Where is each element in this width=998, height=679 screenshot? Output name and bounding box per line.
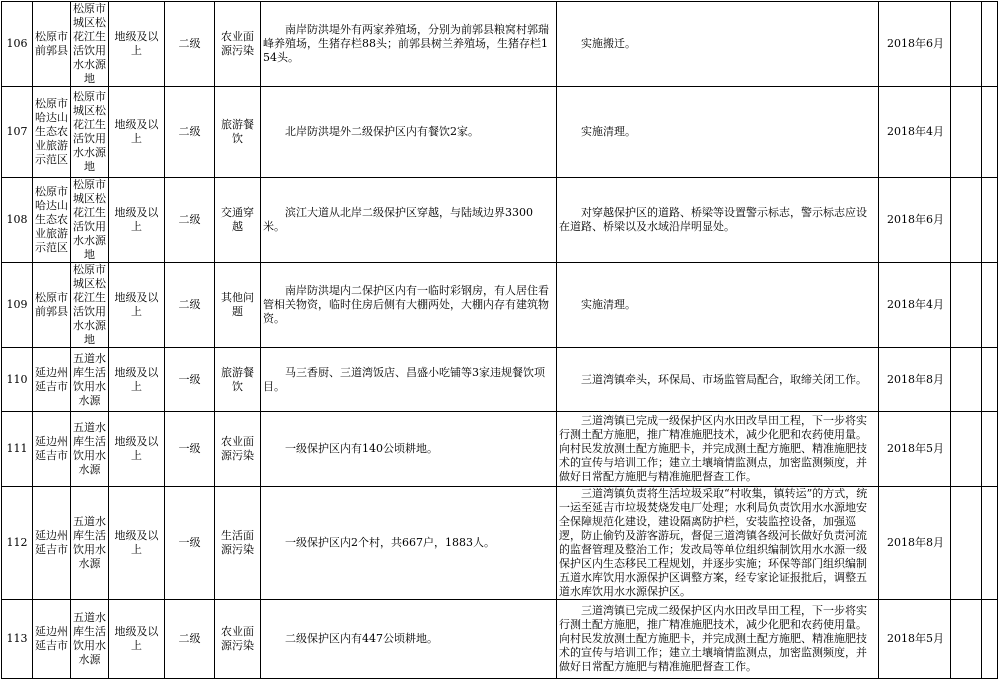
deadline: 2018年8月 — [879, 487, 951, 600]
problem-description: 南岸防洪堤内二保护区内有一临时彩钢房，有人居住看管相关物资，临时住房后侧有大棚两处，大棚内存有建筑物资。 — [261, 263, 557, 348]
problem-description: 南岸防洪堤外有两家养殖场，分别为前郭县粮窝村郭瑞峰养殖场，生猪存栏88头；前郭县树兰养殖场，生猪存栏154头。 — [261, 2, 557, 87]
rectification-measure: 实施搬迁。 — [557, 2, 879, 87]
problem-type: 旅游餐饮 — [215, 348, 261, 412]
problem-type: 旅游餐饮 — [215, 87, 261, 178]
empty-cell — [951, 87, 982, 178]
empty-cell — [951, 178, 982, 263]
source-level: 地级及以上 — [109, 87, 165, 178]
protection-zone: 二级 — [165, 263, 215, 348]
problem-description: 一级保护区内2个村，共667户，1883人。 — [261, 487, 557, 600]
source-level: 地级及以上 — [109, 600, 165, 679]
water-source: 松原市城区松花江生活饮用水水源地 — [71, 178, 109, 263]
water-source: 五道水库生活饮用水水源 — [71, 600, 109, 679]
deadline: 2018年5月 — [879, 600, 951, 679]
rectification-table — [1, 1, 998, 679]
deadline: 2018年4月 — [879, 263, 951, 348]
rectification-measure: 三道湾镇已完成一级保护区内水田改旱田工程，下一步将实行测土配方施肥，推广精准施肥技术，减少化肥和农药使用量。向村民发放测土配方施肥卡，并完成测土配方施肥、精准施肥技术的宣传与培训工作；建立土壤墒情监测点，加密监测频度，并做好日常配方施肥与精准施肥督查工作。 — [557, 412, 879, 487]
rectification-measure: 对穿越保护区的道路、桥梁等设置警示标志，警示标志应设在道路、桥梁以及水域沿岸明显处。 — [557, 178, 879, 263]
source-level: 地级及以上 — [109, 178, 165, 263]
problem-description: 一级保护区内有140公顷耕地。 — [261, 412, 557, 487]
protection-zone: 二级 — [165, 178, 215, 263]
water-source: 松原市城区松花江生活饮用水水源地 — [71, 263, 109, 348]
rectification-measure: 三道湾镇负责将生活垃圾采取“村收集，镇转运”的方式，统一运至延吉市垃圾焚烧发电厂处理；水利局负责饮用水水源地安全保障规范化建设，建设隔离防护栏，安装监控设备，加强巡逻，防止偷钓及游客游玩，督促三道湾镇各级河长做好负责河流的监督管理及整治工作；发改局等单位组织编制饮用水水源一级保护区内生态移民工程规划，并逐步实施；环保等部门组织编制五道水库饮用水源保护区调整方案，经专家论证报批后，调整五道水库饮用水水源保护区。 — [557, 487, 879, 600]
city-county: 松原市哈达山生态农业旅游示范区 — [33, 87, 71, 178]
empty-cell — [982, 487, 998, 600]
row-number: 108 — [2, 178, 33, 263]
empty-cell — [951, 2, 982, 87]
row-number: 111 — [2, 412, 33, 487]
protection-zone: 一级 — [165, 412, 215, 487]
source-level: 地级及以上 — [109, 263, 165, 348]
deadline: 2018年4月 — [879, 87, 951, 178]
deadline: 2018年5月 — [879, 412, 951, 487]
empty-cell — [951, 600, 982, 679]
empty-cell — [951, 263, 982, 348]
city-county: 松原市哈达山生态农业旅游示范区 — [33, 178, 71, 263]
water-source: 五道水库生活饮用水水源 — [71, 487, 109, 600]
protection-zone: 二级 — [165, 2, 215, 87]
problem-type: 农业面源污染 — [215, 412, 261, 487]
row-number: 109 — [2, 263, 33, 348]
city-county: 松原市前郭县 — [33, 2, 71, 87]
empty-cell — [982, 87, 998, 178]
source-level: 地级及以上 — [109, 412, 165, 487]
problem-type: 交通穿越 — [215, 178, 261, 263]
rectification-measure: 三道湾镇牵头，环保局、市场监管局配合，取缔关闭工作。 — [557, 348, 879, 412]
protection-zone: 一级 — [165, 487, 215, 600]
table-row — [2, 600, 998, 679]
empty-cell — [951, 412, 982, 487]
city-county: 延边州延吉市 — [33, 600, 71, 679]
empty-cell — [951, 348, 982, 412]
row-number: 107 — [2, 87, 33, 178]
water-source: 五道水库生活饮用水水源 — [71, 412, 109, 487]
deadline: 2018年6月 — [879, 178, 951, 263]
empty-cell — [982, 178, 998, 263]
empty-cell — [982, 263, 998, 348]
empty-cell — [982, 348, 998, 412]
table-row — [2, 178, 998, 263]
water-source: 松原市城区松花江生活饮用水水源地 — [71, 2, 109, 87]
problem-description: 二级保护区内有447公顷耕地。 — [261, 600, 557, 679]
problem-description: 马三香厨、三道湾饭店、昌盛小吃铺等3家违规餐饮项目。 — [261, 348, 557, 412]
deadline: 2018年8月 — [879, 348, 951, 412]
source-level: 地级及以上 — [109, 487, 165, 600]
empty-cell — [982, 2, 998, 87]
table-row — [2, 2, 998, 87]
protection-zone: 二级 — [165, 87, 215, 178]
problem-description: 滨江大道从北岸二级保护区穿越，与陆域边界3300米。 — [261, 178, 557, 263]
empty-cell — [982, 600, 998, 679]
problem-type: 农业面源污染 — [215, 600, 261, 679]
row-number: 110 — [2, 348, 33, 412]
table-row — [2, 263, 998, 348]
table-row — [2, 487, 998, 600]
city-county: 延边州延吉市 — [33, 412, 71, 487]
table-row — [2, 87, 998, 178]
source-level: 地级及以上 — [109, 348, 165, 412]
problem-type: 其他问题 — [215, 263, 261, 348]
problem-description: 北岸防洪堤外二级保护区内有餐饮2家。 — [261, 87, 557, 178]
row-number: 112 — [2, 487, 33, 600]
problem-type: 农业面源污染 — [215, 2, 261, 87]
rectification-measure: 实施清理。 — [557, 87, 879, 178]
source-level: 地级及以上 — [109, 2, 165, 87]
table-row — [2, 412, 998, 487]
water-source: 五道水库生活饮用水水源 — [71, 348, 109, 412]
problem-type: 生活面源污染 — [215, 487, 261, 600]
protection-zone: 二级 — [165, 600, 215, 679]
row-number: 113 — [2, 600, 33, 679]
table-row — [2, 348, 998, 412]
city-county: 延边州延吉市 — [33, 487, 71, 600]
city-county: 延边州延吉市 — [33, 348, 71, 412]
water-source: 松原市城区松花江生活饮用水水源地 — [71, 87, 109, 178]
rectification-measure: 三道湾镇已完成二级保护区内水田改旱田工程，下一步将实行测土配方施肥，推广精准施肥技术，减少化肥和农药使用量。向村民发放测土配方施肥卡，并完成测土配方施肥、精准施肥技术的宣传与培训工作；建立土壤墒情监测点，加密监测频度，并做好日常配方施肥与精准施肥督查工作。 — [557, 600, 879, 679]
row-number: 106 — [2, 2, 33, 87]
rectification-measure: 实施清理。 — [557, 263, 879, 348]
city-county: 松原市前郭县 — [33, 263, 71, 348]
protection-zone: 一级 — [165, 348, 215, 412]
empty-cell — [982, 412, 998, 487]
empty-cell — [951, 487, 982, 600]
deadline: 2018年6月 — [879, 2, 951, 87]
